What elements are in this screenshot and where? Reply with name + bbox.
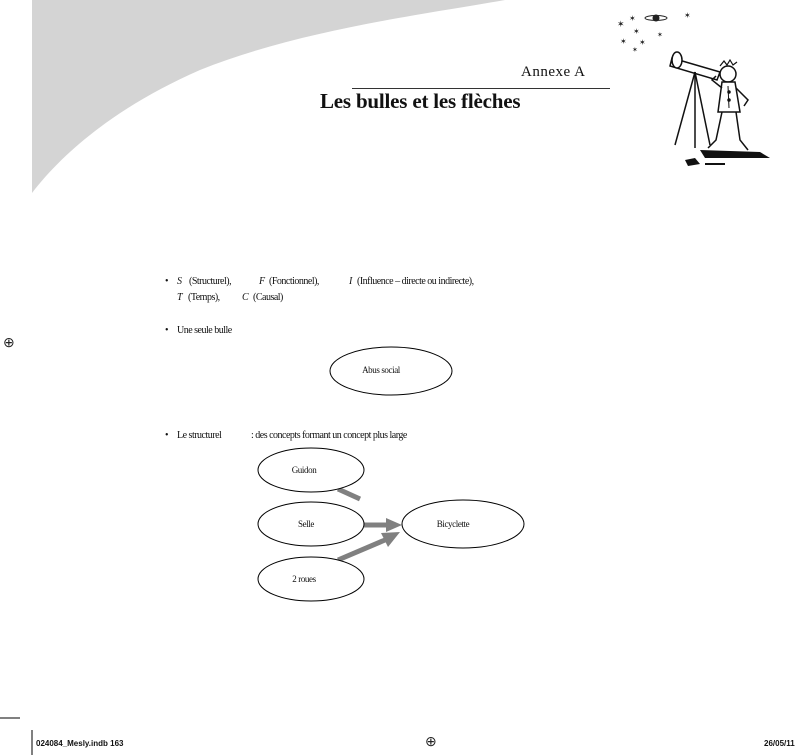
registration-mark-icon: ⊕ xyxy=(425,735,437,750)
legend-c-letter: C xyxy=(242,292,249,303)
svg-text:✶: ✶ xyxy=(639,38,646,47)
svg-text:✶: ✶ xyxy=(620,37,627,46)
svg-text:✶: ✶ xyxy=(684,11,691,20)
svg-text:✶: ✶ xyxy=(632,46,638,54)
legend-s-text: (Structurel), xyxy=(189,276,232,287)
saturn-icon xyxy=(645,15,667,22)
arrow-selle-head xyxy=(386,518,402,532)
arrow-roues xyxy=(338,540,385,560)
single-bubble-bullet: • xyxy=(165,325,169,336)
svg-text:✶: ✶ xyxy=(633,27,640,36)
legend-f-text: (Fonctionnel), xyxy=(269,276,319,287)
legend-f-letter: F xyxy=(259,276,265,287)
legend-i-letter: I xyxy=(349,276,352,287)
legend-bullet: • xyxy=(165,276,169,287)
single-bubble-label: Abus social xyxy=(362,365,400,375)
astronomer-illustration xyxy=(670,52,770,166)
footer-file: 024084_Mesly.indb 163 xyxy=(36,739,124,748)
svg-text:✶: ✶ xyxy=(617,19,625,29)
node-guidon-label: Guidon xyxy=(291,465,317,475)
structural-description: : des concepts formant un concept plus large xyxy=(251,430,407,441)
legend-c-text: (Causal) xyxy=(253,292,283,303)
svg-text:✶: ✶ xyxy=(657,31,663,39)
node-roues-label: 2 roues xyxy=(292,574,316,584)
node-bicyclette-label: Bicyclette xyxy=(436,519,470,529)
annexe-label: Annexe A xyxy=(521,64,586,80)
legend-t-letter: T xyxy=(177,292,183,303)
structural-bullet: • xyxy=(165,430,169,441)
legend-t-text: (Temps), xyxy=(188,292,220,303)
single-bubble-heading: Une seule bulle xyxy=(177,325,232,336)
registration-mark-icon: ⊕ xyxy=(3,336,15,351)
legend-s-letter: S xyxy=(177,276,182,287)
structural-heading: Le structurel xyxy=(177,430,222,441)
page-title: Les bulles et les flèches xyxy=(320,89,521,113)
footer-date: 26/05/11 xyxy=(764,739,795,748)
legend-i-text: (Influence – directe ou indirecte), xyxy=(357,276,474,287)
arrow-guidon xyxy=(338,489,360,499)
node-selle-label: Selle xyxy=(298,519,314,529)
svg-text:✶: ✶ xyxy=(629,14,636,23)
